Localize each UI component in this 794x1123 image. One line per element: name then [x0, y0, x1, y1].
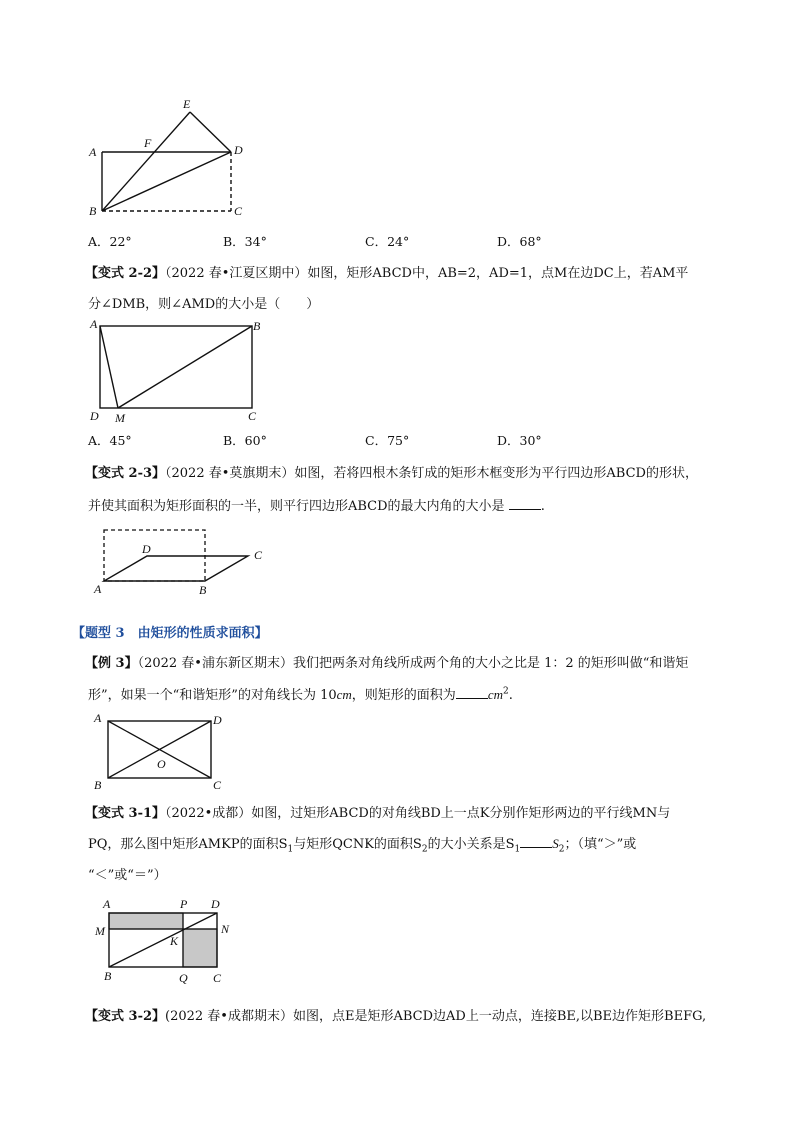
q31-sub4: 2: [558, 844, 565, 855]
label-B: B: [89, 204, 97, 218]
label-B: B: [253, 319, 261, 333]
q1-option-a[interactable]: A．22°: [88, 234, 132, 249]
label-A: A: [94, 711, 102, 725]
q31-text2c: 的大小关系是S: [427, 837, 515, 852]
q22-option-c[interactable]: C．75°: [365, 433, 410, 448]
ex3-tag: 【例 3】: [85, 656, 138, 671]
label-O: O: [157, 757, 166, 771]
ex3-end: .: [508, 688, 513, 703]
label-A: A: [89, 145, 97, 159]
label-C: C: [213, 778, 222, 792]
ex3-text1: （2022 春•浦东新区期末）我们把两条对角线所成两个角的大小之比是 1：2 的矩形叫做“和谐矩: [137, 656, 689, 671]
q31-tag: 【变式 3-1】: [85, 806, 166, 821]
label-D: D: [234, 143, 243, 157]
type3-heading: 【题型 3 由矩形的性质求面积】: [72, 626, 268, 641]
label-D: D: [90, 409, 99, 423]
q22-line2: 分∠DMB，则∠AMD的大小是（ ）: [88, 297, 320, 312]
ex3-sup: 2: [502, 686, 509, 697]
q31-text2d: ；（填“＞”或: [564, 837, 637, 852]
q22-text1: （2022 春•江夏区期中）如图，矩形ABCD中，AB=2，AD=1，点M在边DC上，若AM平: [165, 266, 689, 281]
ex3-unit2: cm: [487, 687, 503, 702]
ex3-unit1: cm: [336, 687, 352, 702]
label-D: D: [142, 542, 151, 556]
label-P: P: [180, 897, 188, 911]
label-A: A: [90, 317, 98, 331]
q1-option-d[interactable]: D．68°: [497, 234, 542, 249]
ex3-text2b: ，则矩形的面积为: [351, 688, 456, 703]
q22-tag: 【变式 2-2】: [85, 266, 166, 281]
q32-text1: (2022 春•成都期末）如图，点E是矩形ABCD边AD上一动点，连接BE,以BE边作矩形BEFG,: [165, 1009, 707, 1024]
label-C: C: [254, 548, 263, 562]
q31-s2-letter: S: [552, 836, 559, 851]
label-E: E: [183, 97, 191, 111]
label-C: C: [213, 971, 222, 985]
shaded-QCNK: [183, 929, 217, 967]
label-Q: Q: [179, 971, 188, 985]
label-D: D: [213, 713, 222, 727]
q31-sub3: 1: [514, 844, 521, 855]
q23-tag: 【变式 2-3】: [85, 466, 166, 481]
label-M: M: [95, 924, 105, 938]
q22-option-d[interactable]: D．30°: [497, 433, 542, 448]
q31-line3: “＜”或“＝”）: [88, 868, 167, 883]
q32-line1: [85, 1005, 706, 1024]
label-K: K: [170, 934, 179, 948]
label-A: A: [103, 897, 111, 911]
label-B: B: [94, 778, 102, 792]
ex3-text2a: 形”，如果一个“和谐矩形”的对角线长为 10: [88, 688, 337, 703]
label-C: C: [248, 409, 257, 423]
q31-text2a: PQ，那么图中矩形AMKP的面积S: [88, 837, 288, 852]
q23-end: .: [540, 499, 545, 514]
label-N: N: [221, 922, 230, 936]
q22-option-b[interactable]: B．60°: [223, 433, 267, 448]
q1-option-b[interactable]: B．34°: [223, 234, 267, 249]
shaded-AMKP: [109, 913, 183, 929]
q1-option-c[interactable]: C．24°: [365, 234, 410, 249]
label-A: A: [94, 582, 102, 596]
q22-option-a[interactable]: A．45°: [88, 433, 132, 448]
label-F: F: [144, 136, 152, 150]
q31-sub2: 2: [421, 844, 428, 855]
q31-text2b: 与矩形QCNK的面积S: [293, 837, 422, 852]
label-B: B: [104, 969, 112, 983]
q23-text1: （2022 春•莫旗期末）如图，若将四根木条钉成的矩形木框变形为平行四边形ABCD的形状，: [165, 466, 698, 481]
q31-sub1: 1: [287, 844, 294, 855]
q23-text2: 并使其面积为矩形面积的一半，则平行四边形ABCD的最大内角的大小是: [88, 499, 505, 514]
label-D: D: [211, 897, 220, 911]
label-B: B: [199, 583, 207, 597]
q31-text1: （2022•成都）如图，过矩形ABCD的对角线BD上一点K分别作矩形两边的平行线MN与: [165, 806, 671, 821]
q32-tag: 【变式 3-2】: [85, 1009, 166, 1024]
label-C: C: [234, 204, 243, 218]
label-M: M: [115, 411, 125, 425]
